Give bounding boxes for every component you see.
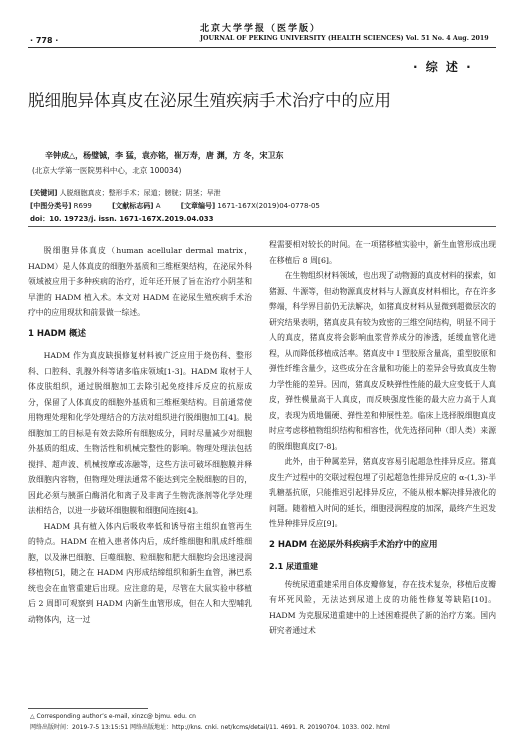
doc-code-value: A xyxy=(155,202,161,210)
article-authors: 辛钟成△，杨璧铖，李 猛，袁亦铭，崔万寿，唐 渊，方 冬，宋卫东 xyxy=(45,151,284,160)
subsection-heading-2-1: 2.1 尿道重建 xyxy=(269,562,318,571)
classification-line xyxy=(30,201,320,211)
clc-label: [中图分类号] xyxy=(30,202,72,210)
body-paragraph: HADM 具有植入体内后吸收率低和诱导宿主组织血管再生的特点。HADM 在植入患者体内后，成纤维细胞和肌成纤维细胞，以及淋巴细胞、巨噬细胞、粒细胞和肥大细胞均会迅速浸润移植物[5]，随之在 HADM 内形成结缔组织和新生血管，淋巴系统也会在血管重建后出现。应注意的是，尽管在大鼠实验中移植后 2 周即可观察到 HADM 内新生血管形成，但在人和大型哺乳动物体内，这一过 xyxy=(28,521,252,624)
keywords-line xyxy=(30,188,221,198)
article-affiliation: (北京大学第一医院男科中心，北京 100034) xyxy=(32,166,182,175)
footnote-divider xyxy=(28,708,148,709)
section-heading-1: 1 HADM 概述 xyxy=(28,328,87,339)
keywords-value: 人脱细胞真皮；整形手术；尿道；膀胱；阴茎；早泄 xyxy=(59,189,221,197)
article-number-label: [文章编号] xyxy=(180,202,216,210)
section-heading-2: 2 HADM 在泌尿外科疾病手术治疗中的应用 xyxy=(269,539,438,550)
right-column xyxy=(269,237,496,639)
body-paragraph: HADM 作为真皮缺损修复材料被广泛应用于烧伤科、整形科、口腔科、乳腺外科等诸多临床领域[1-3]。HADM 取材于人体皮肤组织，通过脱细胞加工去除引起免疫排斥反应的抗原成分，保留了人体真皮的细胞外基质和三维框架结构。目前通常使用物理处理和化学处理结合的方法对组织进行脱细胞加工[4]。脱细胞加工的目标是有效去除所有细胞成分，同时尽量减少对细胞外基质的组成、生物活性和机械完整性的影响。物理处理法包括搅拌、超声波、机械按摩或冻融等，这些方法可破坏细胞膜并释放细胞内容物，但物理处理法通常不能达到完全脱细胞的目的，因此必须与胰蛋白酶消化和离子及非离子生物洗涤剂等化学处理法相结合，以进一步破坏细胞膜和细胞间连接[4]。 xyxy=(28,351,252,515)
clc-value: R699 xyxy=(73,202,92,210)
body-paragraph: 程需要相对较长的时间。在一项猪移植实验中，新生血管形成出现在移植后 8 周[6]。 xyxy=(269,240,496,265)
left-column xyxy=(28,243,252,627)
journal-title-en: JOURNAL OF PEKING UNIVERSITY (HEALTH SCIENCES) Vol. 51 No. 4 Aug. 2019 xyxy=(200,35,489,42)
intro-paragraph: 脱细胞异体真皮（human acellular dermal matrix，HADM）是人体真皮的细胞外基质和三维框架结构，在泌尿外科领域被应用于多种疾病的治疗，近年还开展了旨在治疗小阴茎和早泄的 HADM 植入术。本文对 HADM 在泌尿生殖疾病手术治疗中的应用现状和前景做一综述。 xyxy=(28,246,252,317)
doc-code-label: [文献标志码] xyxy=(112,202,154,210)
body-paragraph: 在生物组织材料领域，也出现了动物源的真皮材料的探索，如猪源、牛源等，但动物源真皮材料与人源真皮材料相比，存在许多弊端，科学界目前仍无法解决，如猪真皮材料从显微到超微层次的研究结果表明，猪真皮具有较为致密的三维空间结构，明显不同于人的真皮，猪真皮将会影响血浆营养成分的渗透，延缓血管化进程，从而降低移植成活率。猪真皮中 I 型胶原含量高，重型胶原和弹性纤维含量少，这些成分在含量和功能上的差异会导致真皮生物力学性能的差异。因而，猪真皮反映弹性性能的最大应变低于人真皮，弹性模量高于人真皮，而反映强度性能的最大应力高于人真皮，表现为质地僵硬、弹性差和伸展性差。临床上选择脱细胞真皮时应考虑移植物组织结构和相容性，优先选择同种（即人类）来源的脱细胞真皮[7-8]。 xyxy=(269,271,496,451)
corresponding-author: △ Corresponding author’s e-mail, xinzc@ bjmu. edu. cn xyxy=(30,713,196,720)
online-publication-info: 网络出版时间：2019-7-5 13:15:51 网络出版地址：http://kns. cnki. net/kcms/detail/11. 4691. R. 20190704. 1033. 002. html xyxy=(30,724,390,731)
article-title: 脱细胞异体真皮在泌尿生殖疾病手术治疗中的应用 xyxy=(28,91,391,110)
meta-divider xyxy=(28,226,496,227)
article-number-value: 1671-167X(2019)04-0778-05 xyxy=(217,202,320,210)
doi: doi：10. 19723/j. issn. 1671-167X.2019.04.033 xyxy=(30,215,214,223)
keywords-label: [关键词] xyxy=(30,189,58,197)
body-paragraph: 此外，由于种属差异，猪真皮容易引起超急性排异反应。猪真皮生产过程中的交联过程包埋了引起超急性排异反应的 α-(1,3)-半乳糖基抗原，只能推迟引起排异反应，不能从根本解决排异液化的问题。随着植入时间的延长，细胞浸润程度的加深，最终产生迟发性异种排异反应[9]。 xyxy=(269,457,496,528)
journal-title-cn: 北京大学学报（医学版） xyxy=(200,24,322,34)
body-paragraph: 传统尿道重建采用自体皮瓣修复，存在技术复杂，移植后皮瓣有坏死风险，无法达到尿道上皮的功能性修复等缺陷[10]。HADM 为克服尿道重建中的上述困难提供了新的治疗方案。国内研究者通过术 xyxy=(269,579,496,635)
header-divider xyxy=(28,47,496,48)
page-number: · 778 · xyxy=(30,36,59,45)
section-label: · 综 述 · xyxy=(413,60,473,74)
